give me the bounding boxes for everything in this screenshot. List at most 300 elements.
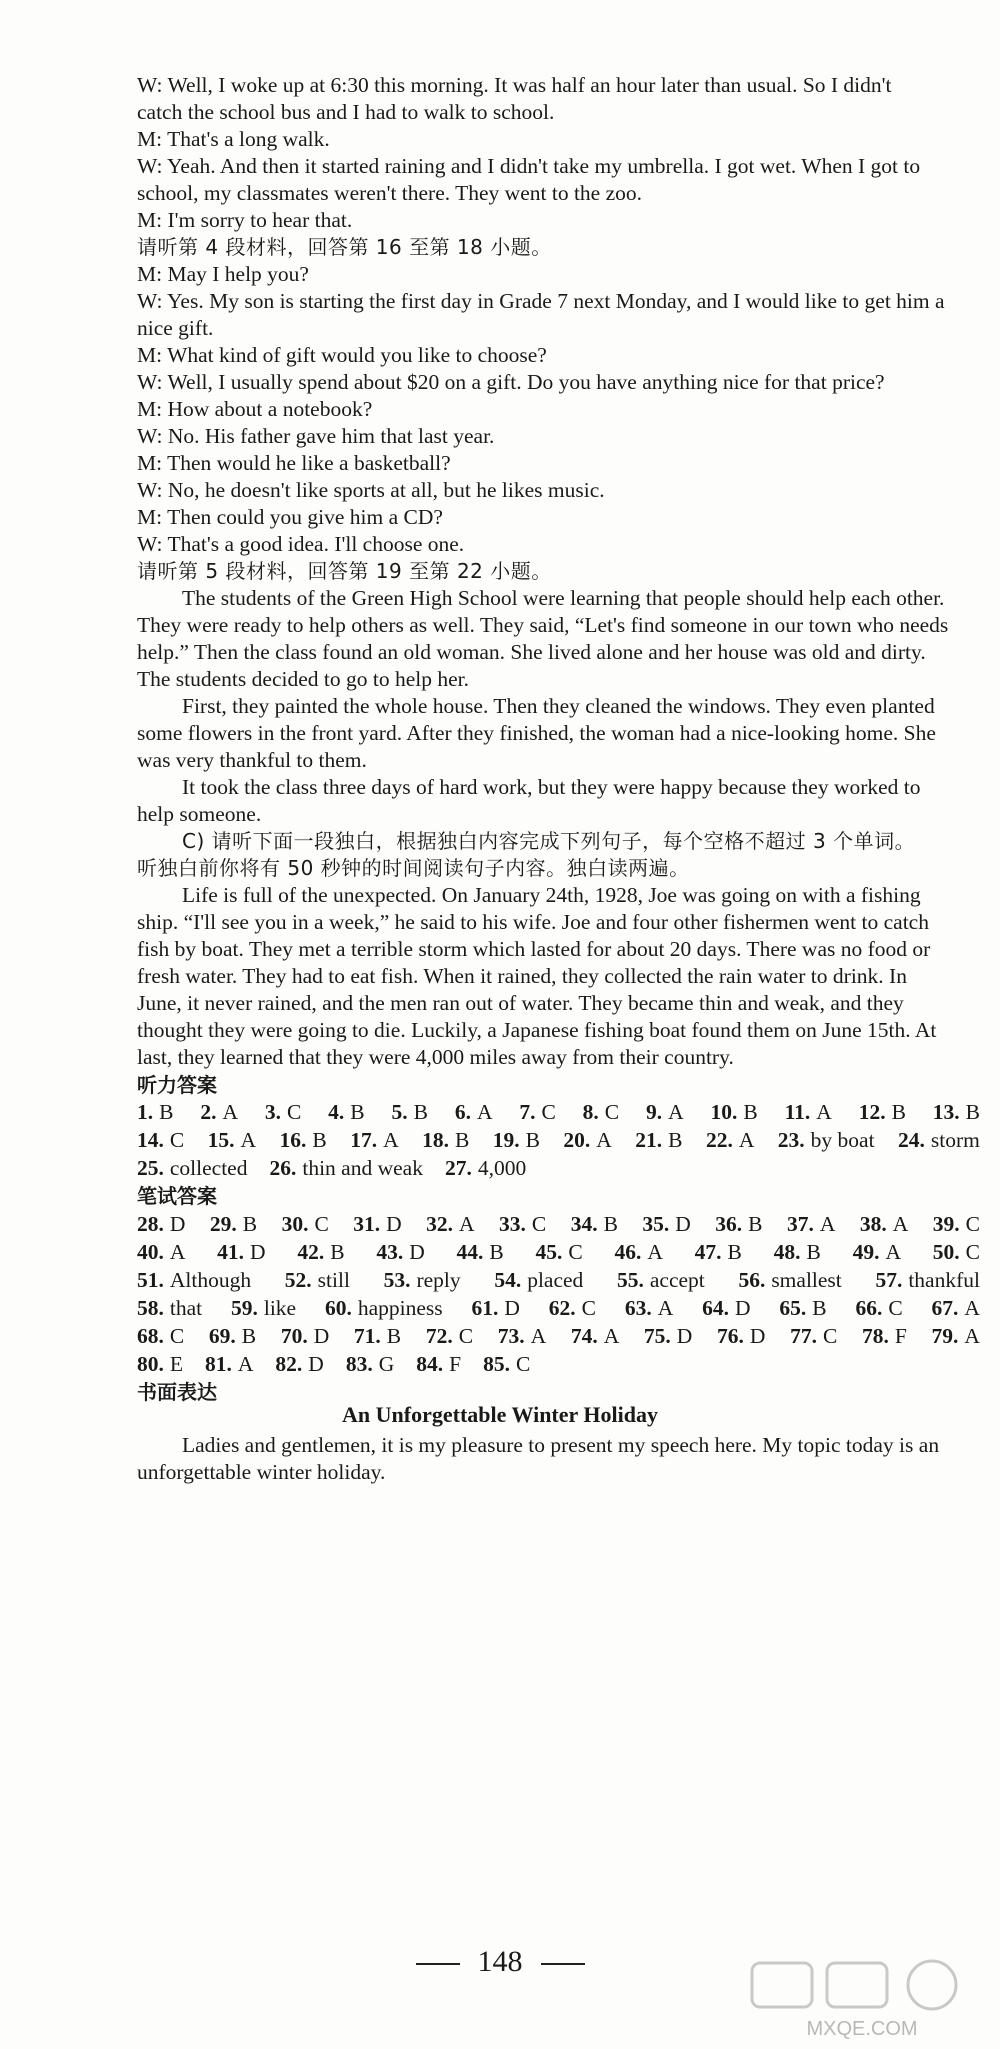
dialogue-line: W: That's a good idea. I'll choose one. — [137, 532, 465, 556]
answer-number: 57. — [875, 1268, 903, 1292]
answer-number: 80. — [137, 1352, 164, 1376]
answer-item — [898, 1126, 980, 1154]
answer-item — [571, 1322, 619, 1350]
dialogue-line: M: Then could you give him a CD? — [137, 505, 443, 529]
answer-number: 49. — [852, 1240, 880, 1264]
answer-item — [549, 1294, 596, 1322]
answer-item — [209, 1322, 256, 1350]
answer-number: 66. — [855, 1296, 883, 1320]
answer-row — [137, 1098, 980, 1126]
answer-value: C — [531, 1212, 547, 1236]
answer-number: 14. — [137, 1128, 164, 1152]
dialogue-line: W: Yes. My son is starting the first day in Grade 7 next Monday, and I would like to get him a — [137, 289, 945, 313]
answer-item — [137, 1350, 183, 1378]
written-answers-heading: 笔试答案 — [137, 1184, 217, 1208]
answer-value: B — [965, 1100, 980, 1124]
answer-number: 23. — [777, 1128, 805, 1152]
answer-number: 37. — [786, 1212, 814, 1236]
answer-number: 25. — [137, 1156, 164, 1180]
answer-item — [583, 1098, 619, 1126]
answer-value: E — [169, 1352, 184, 1376]
answer-value: B — [413, 1100, 428, 1124]
answer-item — [426, 1210, 474, 1238]
answer-item — [625, 1294, 673, 1322]
dialogue-line: W: No, he doesn't like sports at all, but he likes music. — [137, 478, 605, 502]
answer-number: 52. — [284, 1268, 312, 1292]
answer-number: 59. — [230, 1296, 258, 1320]
answer-value: B — [386, 1324, 402, 1348]
part-c-instruction: 听独白前你将有 50 秒钟的时间阅读句子内容。独白读两遍。 — [137, 856, 690, 880]
answer-item — [642, 1210, 690, 1238]
answer-item — [494, 1266, 583, 1294]
answer-item — [208, 1126, 256, 1154]
answer-row — [137, 1154, 980, 1182]
answer-number: 11. — [784, 1100, 811, 1124]
answer-number: 27. — [444, 1156, 472, 1180]
part-c-instruction: C) 请听下面一段独白，根据独白内容完成下列句子，每个空格不超过 3 个单词。 — [182, 829, 916, 853]
answer-number: 10. — [710, 1100, 738, 1124]
answer-value: A — [668, 1100, 684, 1124]
answer-value: C — [286, 1100, 302, 1124]
answer-value: D — [676, 1324, 693, 1348]
passage-line: They were ready to help others as well. They said, “Let's find someone in our town who needs — [137, 613, 949, 637]
answer-value: still — [317, 1268, 350, 1292]
dash-right — [541, 1963, 585, 1965]
answer-item — [354, 1322, 401, 1350]
answer-item — [137, 1098, 173, 1126]
answer-number: 82. — [275, 1352, 303, 1376]
answer-value: storm — [930, 1128, 980, 1152]
answer-value: F — [894, 1324, 907, 1348]
answer-row — [137, 1126, 980, 1154]
answer-number: 55. — [616, 1268, 644, 1292]
answer-value: D — [313, 1324, 330, 1348]
answer-value: A — [596, 1128, 612, 1152]
answer-value: B — [748, 1212, 763, 1236]
answer-item — [392, 1098, 428, 1126]
answer-value: C — [965, 1240, 980, 1264]
answer-value: D — [409, 1240, 425, 1264]
answer-number: 72. — [425, 1324, 453, 1348]
monologue-line: June, it never rained, and the men ran out of water. They became thin and weak, and they — [137, 991, 904, 1015]
answer-value: B — [668, 1128, 683, 1152]
answer-number: 68. — [137, 1324, 164, 1348]
answer-number: 30. — [281, 1212, 309, 1236]
answer-value: A — [738, 1128, 755, 1152]
answer-value: A — [816, 1100, 832, 1124]
monologue-line: fresh water. They had to eat fish. When it rained, they collected the rain water to drink. In — [137, 964, 907, 988]
answer-number: 36. — [715, 1212, 743, 1236]
answer-number: 51. — [137, 1268, 164, 1292]
answer-row — [137, 1350, 980, 1378]
answer-number: 54. — [494, 1268, 522, 1292]
answer-item — [853, 1238, 901, 1266]
answer-value: A — [222, 1100, 238, 1124]
answer-item — [695, 1238, 742, 1266]
answer-value: D — [308, 1352, 324, 1376]
answer-value: B — [603, 1212, 618, 1236]
answer-value: that — [169, 1296, 203, 1320]
answer-value: B — [489, 1240, 504, 1264]
answer-item — [787, 1210, 835, 1238]
answer-value: placed — [527, 1268, 584, 1292]
answer-number: 61. — [471, 1296, 499, 1320]
answer-item — [285, 1266, 350, 1294]
answer-item — [717, 1322, 765, 1350]
answer-item — [790, 1322, 837, 1350]
passage-line: was very thankful to them. — [137, 748, 367, 772]
answer-number: 34. — [570, 1212, 598, 1236]
answer-value: Although — [169, 1268, 252, 1292]
answer-number: 39. — [932, 1212, 960, 1236]
answer-item — [353, 1210, 401, 1238]
answer-item — [137, 1294, 202, 1322]
answer-value: C — [314, 1212, 329, 1236]
answer-value: A — [240, 1128, 257, 1152]
transcript-line: W: Yeah. And then it started raining and I didn't take my umbrella. I got wet. When I got to — [137, 154, 921, 178]
answer-number: 16. — [279, 1128, 307, 1152]
answer-number: 5. — [391, 1100, 408, 1124]
answer-value: F — [449, 1352, 462, 1376]
answer-item — [493, 1126, 540, 1154]
answer-number: 29. — [209, 1212, 237, 1236]
answer-number: 70. — [280, 1324, 308, 1348]
answer-value: A — [964, 1324, 980, 1348]
answer-value: B — [242, 1212, 258, 1236]
answer-number: 3. — [264, 1100, 281, 1124]
essay-title: An Unforgettable Winter Holiday — [342, 1402, 658, 1427]
answer-item — [281, 1322, 329, 1350]
answer-number: 4. — [328, 1100, 345, 1124]
answer-value: A — [530, 1324, 547, 1348]
answer-item — [426, 1322, 473, 1350]
answer-item — [328, 1098, 364, 1126]
essay-line: unforgettable winter holiday. — [137, 1460, 386, 1484]
answer-value: D — [169, 1212, 186, 1236]
answer-item — [738, 1266, 841, 1294]
answer-item — [614, 1238, 662, 1266]
answer-value: A — [476, 1100, 493, 1124]
answer-number: 81. — [205, 1352, 232, 1376]
answer-item — [200, 1098, 238, 1126]
answer-number: 35. — [642, 1212, 670, 1236]
answer-number: 67. — [931, 1296, 959, 1320]
answer-item — [859, 1098, 906, 1126]
answer-number: 41. — [217, 1240, 245, 1264]
answer-number: 32. — [426, 1212, 453, 1236]
answer-item — [535, 1238, 582, 1266]
answer-item — [617, 1266, 705, 1294]
answer-value: B — [525, 1128, 540, 1152]
listening-answers-heading: 听力答案 — [137, 1073, 217, 1097]
answer-item — [350, 1126, 398, 1154]
answer-value: reply — [416, 1268, 461, 1292]
dialogue-line: M: May I help you? — [137, 262, 309, 286]
answer-item — [422, 1126, 469, 1154]
watermark-text: MXQE.COM — [806, 2018, 918, 2040]
passage-line: help.” Then the class found an old woman. She lived alone and her house was old and dirty. — [137, 640, 926, 664]
answer-number: 18. — [422, 1128, 449, 1152]
answer-number: 40. — [137, 1240, 164, 1264]
answer-number: 7. — [519, 1100, 536, 1124]
answer-item — [269, 1154, 422, 1182]
answer-number: 17. — [350, 1128, 378, 1152]
answer-number: 74. — [570, 1324, 598, 1348]
passage-line: The students decided to go to help her. — [137, 667, 469, 691]
answer-value: D — [734, 1296, 751, 1320]
answer-number: 46. — [614, 1240, 642, 1264]
dialogue-line: W: No. His father gave him that last year. — [137, 424, 495, 448]
answer-number: 28. — [137, 1212, 164, 1236]
answer-number: 56. — [738, 1268, 766, 1292]
answer-number: 13. — [932, 1100, 960, 1124]
answer-number: 20. — [563, 1128, 591, 1152]
answer-item — [498, 1322, 546, 1350]
answer-value: C — [888, 1296, 903, 1320]
answer-value: A — [819, 1212, 836, 1236]
answer-value: A — [169, 1240, 186, 1264]
answer-item — [635, 1126, 682, 1154]
answer-item — [137, 1126, 184, 1154]
dialogue-line: M: How about a notebook? — [137, 397, 373, 421]
answer-item — [702, 1294, 750, 1322]
answer-item — [346, 1350, 394, 1378]
answer-item — [933, 1238, 980, 1266]
answer-item — [137, 1322, 184, 1350]
answer-item — [519, 1098, 555, 1126]
answer-item — [472, 1294, 520, 1322]
answer-item — [855, 1294, 902, 1322]
answer-value: C — [169, 1324, 185, 1348]
answer-item — [706, 1126, 754, 1154]
answer-row — [137, 1238, 980, 1266]
answer-number: 42. — [297, 1240, 325, 1264]
answer-item — [265, 1098, 301, 1126]
answer-item — [384, 1266, 461, 1294]
answer-number: 76. — [717, 1324, 744, 1348]
answer-item — [778, 1126, 875, 1154]
answer-value: C — [169, 1128, 185, 1152]
answer-value: by boat — [810, 1128, 875, 1152]
monologue-line: thought they were going to die. Luckily, a Japanese fishing boat found them on June 15th. At — [137, 1018, 937, 1042]
answer-item — [932, 1322, 980, 1350]
answer-item — [137, 1210, 185, 1238]
answer-number: 43. — [376, 1240, 404, 1264]
monologue-line: fish by boat. They met a terrible storm which lasted for about 20 days. There was no food or — [137, 937, 931, 961]
answer-item — [205, 1350, 253, 1378]
answer-value: A — [892, 1212, 909, 1236]
answer-value: D — [675, 1212, 691, 1236]
answer-item — [376, 1238, 424, 1266]
writing-heading: 书面表达 — [137, 1380, 217, 1404]
answer-value: B — [727, 1240, 742, 1264]
section-5-heading: 请听第 5 段材料，回答第 19 至第 22 小题。 — [137, 559, 552, 583]
answer-value: C — [822, 1324, 838, 1348]
answer-item — [210, 1210, 257, 1238]
answer-value: B — [159, 1100, 174, 1124]
answer-value: C — [458, 1324, 474, 1348]
answer-value: smallest — [771, 1268, 842, 1292]
answer-item — [282, 1210, 329, 1238]
answer-item — [280, 1126, 327, 1154]
answer-number: 31. — [353, 1212, 381, 1236]
answer-item — [711, 1098, 758, 1126]
answer-value: C — [568, 1240, 583, 1264]
dialogue-line: nice gift. — [137, 316, 214, 340]
answer-value: B — [350, 1100, 365, 1124]
answer-value: A — [885, 1240, 902, 1264]
answer-number: 65. — [779, 1296, 807, 1320]
essay-line: Ladies and gentlemen, it is my pleasure to present my speech here. My topic today is an — [182, 1433, 940, 1457]
answer-item — [571, 1210, 618, 1238]
answer-number: 9. — [646, 1100, 663, 1124]
answer-value: B — [891, 1100, 906, 1124]
answer-number: 60. — [324, 1296, 352, 1320]
transcript-line: catch the school bus and I had to walk to school. — [137, 100, 555, 124]
answer-item — [137, 1266, 251, 1294]
monologue-line: last, they learned that they were 4,000 miles away from their country. — [137, 1045, 734, 1069]
answer-item — [499, 1210, 546, 1238]
passage-line: The students of the Green High School were learning that people should help each other. — [182, 586, 945, 610]
answer-value: B — [241, 1324, 257, 1348]
answer-value: happiness — [357, 1296, 443, 1320]
answer-item — [563, 1126, 611, 1154]
answer-number: 83. — [345, 1352, 373, 1376]
answer-item — [416, 1350, 461, 1378]
answer-value: B — [454, 1128, 470, 1152]
answer-value: C — [515, 1352, 531, 1376]
answer-value: collected — [169, 1156, 248, 1180]
answer-number: 63. — [624, 1296, 652, 1320]
answer-number: 19. — [492, 1128, 520, 1152]
answer-number: 21. — [635, 1128, 663, 1152]
answer-item — [137, 1238, 185, 1266]
answer-item — [774, 1238, 821, 1266]
answer-number: 12. — [858, 1100, 886, 1124]
answer-number: 53. — [383, 1268, 411, 1292]
answer-value: C — [965, 1212, 980, 1236]
answer-value: B — [812, 1296, 827, 1320]
answer-number: 85. — [483, 1352, 510, 1376]
answer-value: G — [378, 1352, 395, 1376]
answer-item — [646, 1098, 684, 1126]
answer-value: D — [749, 1324, 766, 1348]
answer-item — [862, 1322, 907, 1350]
answer-value: A — [459, 1212, 475, 1236]
answer-item — [860, 1210, 908, 1238]
answer-number: 77. — [790, 1324, 817, 1348]
answer-item — [457, 1238, 504, 1266]
answer-item — [455, 1098, 493, 1126]
answer-item — [217, 1238, 265, 1266]
answer-number: 45. — [535, 1240, 563, 1264]
answer-value: B — [743, 1100, 758, 1124]
answer-item — [715, 1210, 762, 1238]
monologue-line: ship. “I'll see you in a week,” he said to his wife. Joe and four other fishermen went to catch — [137, 910, 929, 934]
answer-number: 50. — [932, 1240, 960, 1264]
answer-value: thankful — [908, 1268, 980, 1292]
answer-number: 8. — [582, 1100, 599, 1124]
answer-number: 75. — [643, 1324, 671, 1348]
watermark-logo — [742, 1955, 982, 2045]
answer-number: 48. — [773, 1240, 801, 1264]
page-number-text: 148 — [477, 1945, 523, 1978]
answer-number: 64. — [702, 1296, 729, 1320]
passage-line: some flowers in the front yard. After they finished, the woman had a nice-looking home. She — [137, 721, 936, 745]
answer-number: 73. — [497, 1324, 525, 1348]
answer-value: C — [541, 1100, 556, 1124]
transcript-line: W: Well, I woke up at 6:30 this morning. It was half an hour later than usual. So I didn't — [137, 73, 892, 97]
answer-value: A — [647, 1240, 663, 1264]
answer-number: 2. — [200, 1100, 217, 1124]
answer-number: 69. — [208, 1324, 236, 1348]
answer-number: 6. — [454, 1100, 471, 1124]
answer-value: B — [312, 1128, 327, 1152]
answer-number: 1. — [137, 1100, 154, 1124]
dialogue-line: M: Then would he like a basketball? — [137, 451, 451, 475]
answer-number: 47. — [694, 1240, 722, 1264]
answer-number: 44. — [456, 1240, 484, 1264]
answer-number: 26. — [269, 1156, 297, 1180]
answer-value: A — [237, 1352, 254, 1376]
answer-item — [933, 1098, 980, 1126]
answer-value: A — [603, 1324, 620, 1348]
monologue-line: Life is full of the unexpected. On January 24th, 1928, Joe was going on with a fishing — [182, 883, 921, 907]
answer-number: 58. — [137, 1296, 164, 1320]
passage-line: help someone. — [137, 802, 262, 826]
answer-value: like — [263, 1296, 297, 1320]
answer-value: B — [806, 1240, 821, 1264]
answer-number: 24. — [898, 1128, 925, 1152]
answer-value: A — [383, 1128, 399, 1152]
transcript-line: school, my classmates weren't there. They went to the zoo. — [137, 181, 642, 205]
answer-number: 15. — [207, 1128, 235, 1152]
answer-number: 84. — [416, 1352, 444, 1376]
answer-number: 71. — [353, 1324, 381, 1348]
answer-number: 78. — [862, 1324, 889, 1348]
dialogue-line: M: What kind of gift would you like to choose? — [137, 343, 547, 367]
answer-number: 22. — [705, 1128, 733, 1152]
answer-value: B — [330, 1240, 345, 1264]
answer-item — [933, 1210, 980, 1238]
dash-left — [416, 1963, 460, 1965]
answer-item — [779, 1294, 826, 1322]
answer-item — [325, 1294, 443, 1322]
answer-item — [483, 1350, 530, 1378]
answer-value: C — [581, 1296, 596, 1320]
answer-item — [297, 1238, 344, 1266]
transcript-line: M: I'm sorry to hear that. — [137, 208, 353, 232]
answer-number: 79. — [931, 1324, 959, 1348]
answer-item — [445, 1154, 526, 1182]
answer-value: 4,000 — [477, 1156, 527, 1180]
transcript-line: M: That's a long walk. — [137, 127, 330, 151]
dialogue-line: W: Well, I usually spend about $20 on a gift. Do you have anything nice for that price? — [137, 370, 885, 394]
answer-value: accept — [649, 1268, 705, 1292]
answer-row — [137, 1210, 980, 1238]
answer-item — [231, 1294, 296, 1322]
answer-item — [644, 1322, 692, 1350]
answer-number: 62. — [548, 1296, 576, 1320]
answer-number: 33. — [499, 1212, 526, 1236]
answer-value: A — [657, 1296, 674, 1320]
answer-value: D — [386, 1212, 402, 1236]
answer-row — [137, 1322, 980, 1350]
section-4-heading: 请听第 4 段材料，回答第 16 至第 18 小题。 — [137, 235, 552, 259]
answer-number: 38. — [859, 1212, 887, 1236]
answer-value: A — [964, 1296, 980, 1320]
answer-row — [137, 1294, 980, 1322]
